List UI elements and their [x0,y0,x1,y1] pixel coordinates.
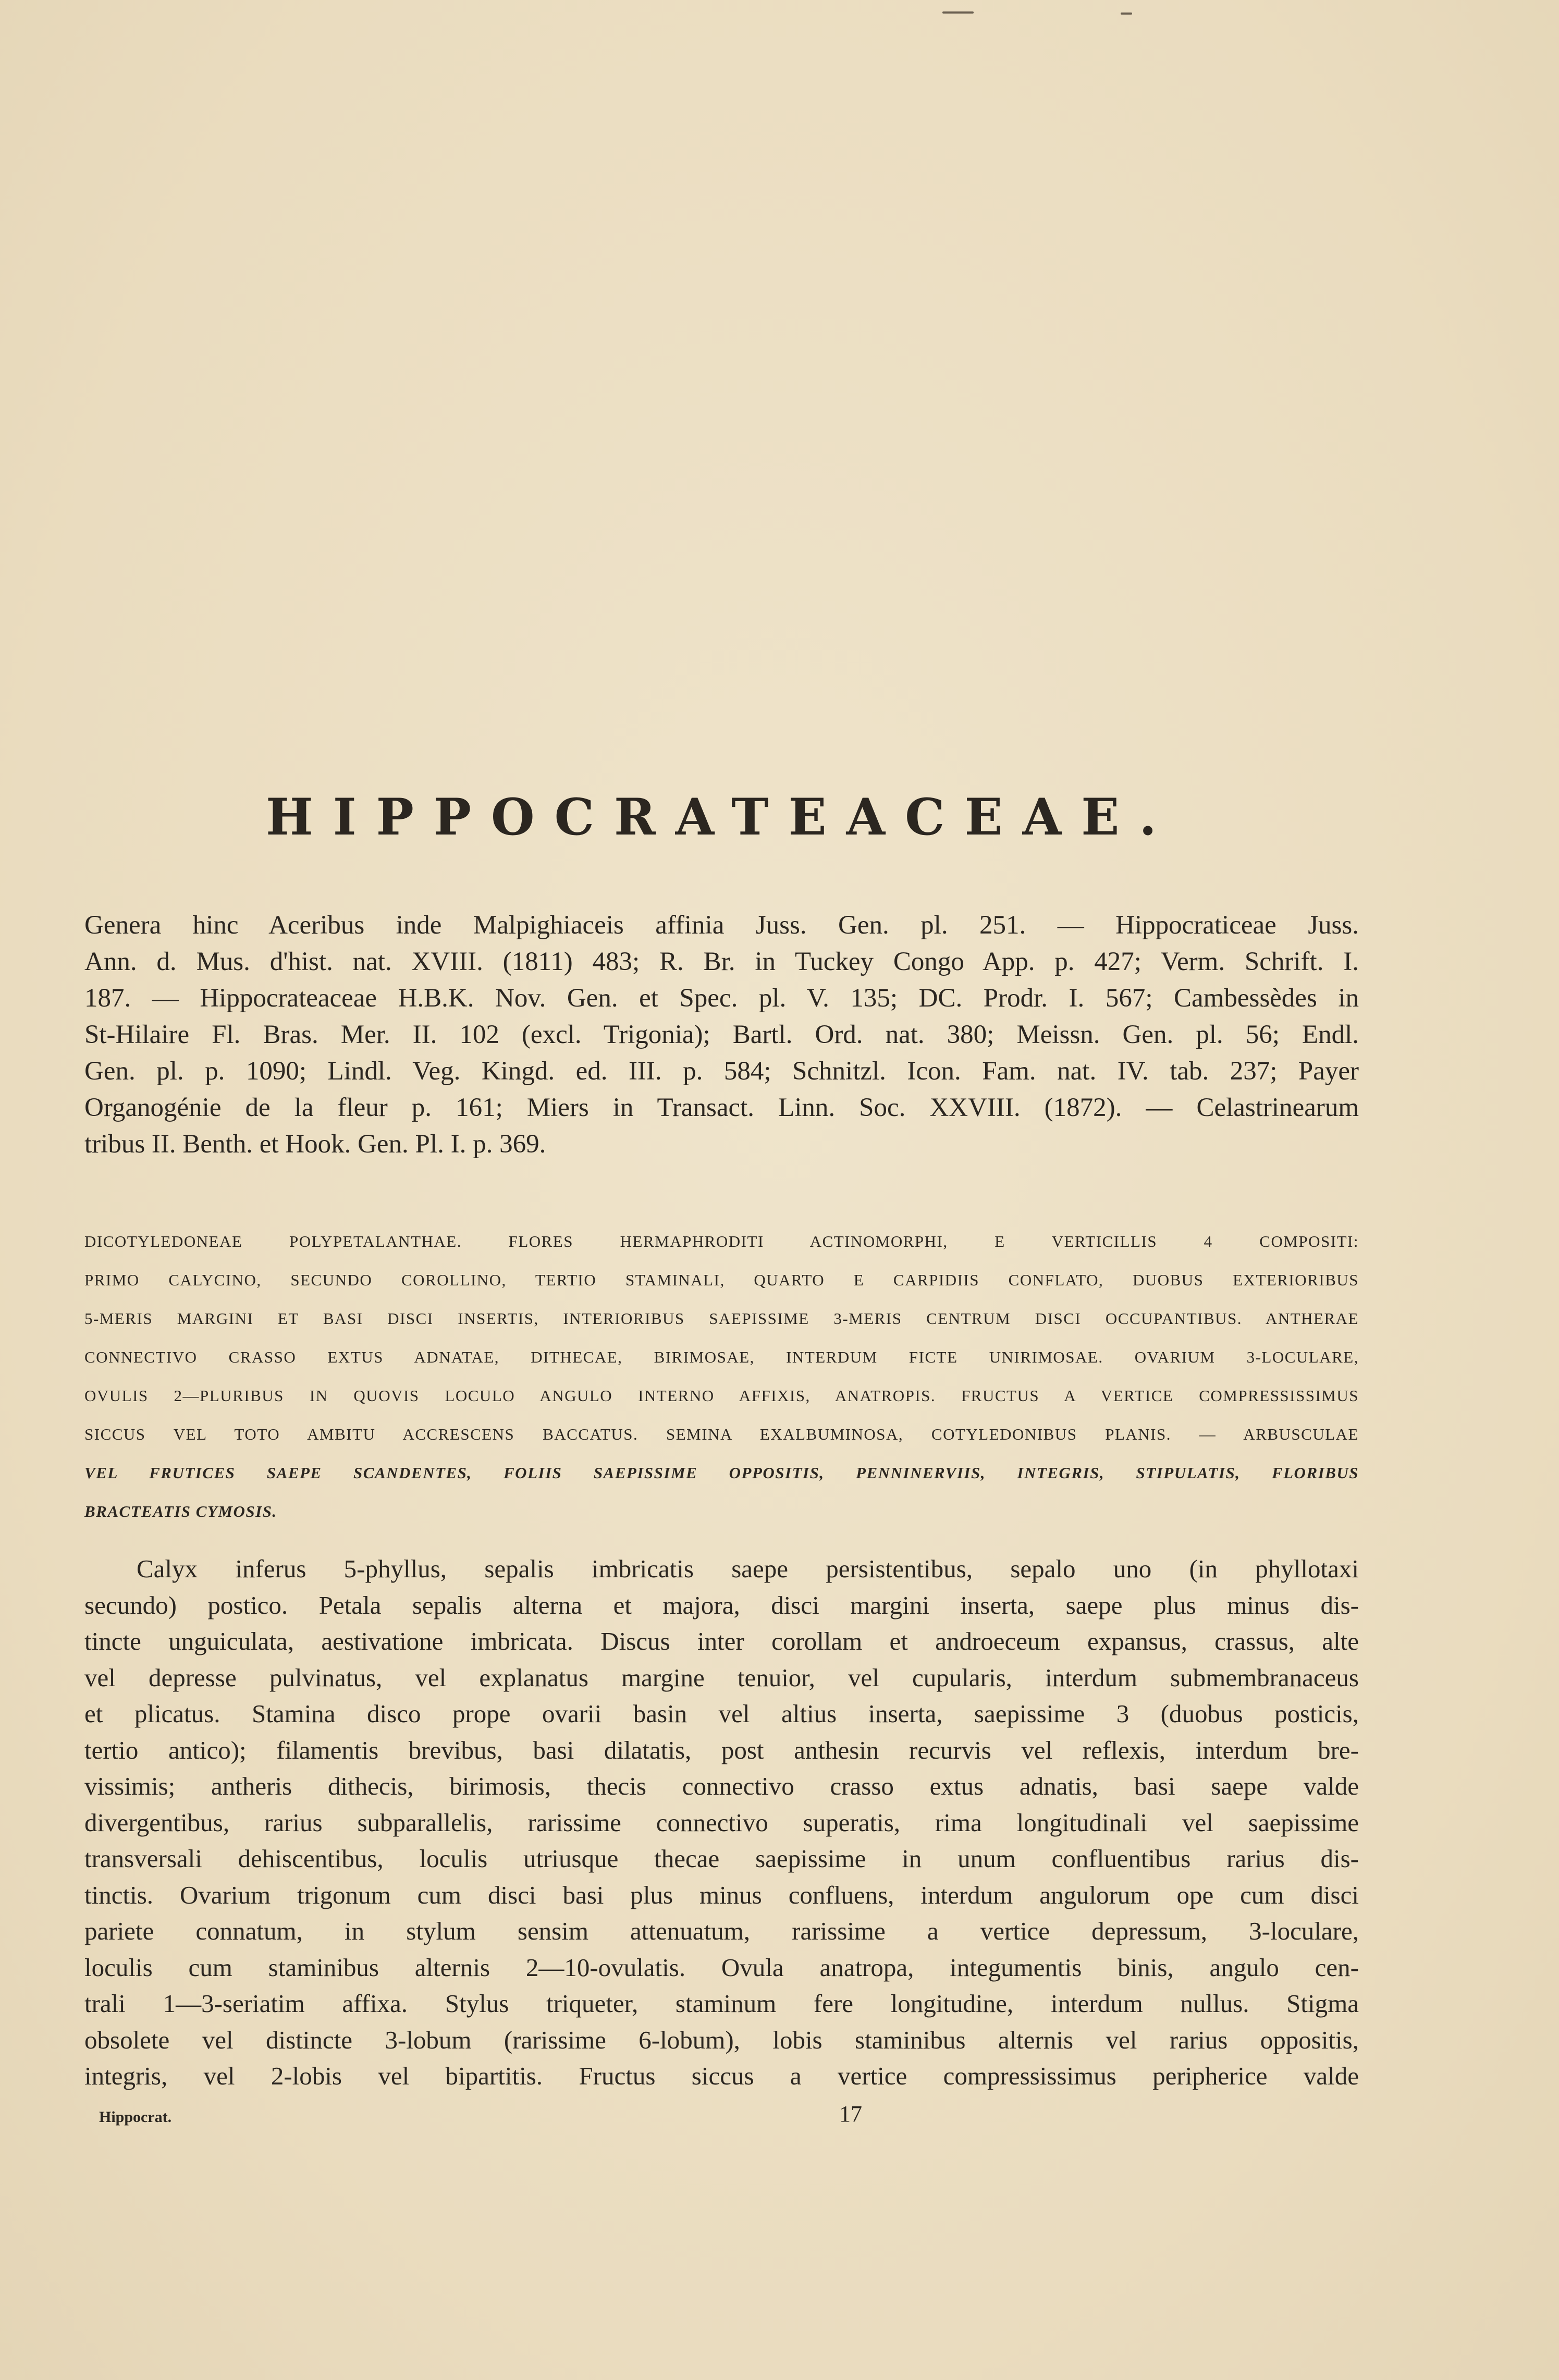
top-mark [942,11,974,14]
description-line: vel depresse pulvinatus, vel explanatus margine tenuior, vel cupularis, interdum submembranaceus [84,1663,1359,1692]
diagnosis-line: BRACTEATIS CYMOSIS. [84,1502,277,1520]
description-line: divergentibus, rarius subparallelis, rarissime connectivo superatis, rima longitudinali vel saepissime [84,1808,1359,1837]
description-line: Calyx inferus 5-phyllus, sepalis imbricatis saepe persistentibus, sepalo uno (in phyllotaxi [137,1554,1359,1583]
description-line: vissimis; antheris dithecis, birimosis, thecis connectivo crasso extus adnatis, basi saepe valde [84,1772,1359,1800]
description-line: integris, vel 2-lobis vel bipartitis. Fructus siccus a vertice compressissimus peripherice valde [84,2062,1359,2090]
synonymy-line: 187. — Hippocrateaceae H.B.K. Nov. Gen. et Spec. pl. V. 135; DC. Prodr. I. 567; Cambessèdes in [84,984,1359,1013]
description-line: obsolete vel distincte 3-lobum (rarissime 6-lobum), lobis staminibus alternis vel rarius oppositis, [84,2025,1359,2054]
signature-mark: Hippocrat. [99,2108,172,2126]
synonymy-line: Organogénie de la fleur p. 161; Miers in Transact. Linn. Soc. XXVIII. (1872). — Celastrinearum [84,1093,1359,1122]
diagnosis-line: OVULIS 2—PLURIBUS IN QUOVIS LOCULO ANGULO INTERNO AFFIXIS, ANATROPIS. FRUCTUS A VERTICE COMPRESSISSIMUS [84,1387,1359,1405]
diagnosis-line: CONNECTIVO CRASSO EXTUS ADNATAE, DITHECAE, BIRIMOSAE, INTERDUM FICTE UNIRIMOSAE. OVARIUM 3-LOCULARE, [84,1348,1359,1366]
description-line: tinctis. Ovarium trigonum cum disci basi plus minus confluens, interdum angulorum ope cum disci [84,1880,1359,1909]
diagnosis-line: SICCUS VEL TOTO AMBITU ACCRESCENS BACCATUS. SEMINA EXALBUMINOSA, COTYLEDONIBUS PLANIS. — ARBUSCULAE [84,1425,1359,1443]
description-line: et plicatus. Stamina disco prope ovarii basin vel altius inserta, saepissime 3 (duobus posticis, [84,1699,1359,1728]
description-line: tincte unguiculata, aestivatione imbricata. Discus inter corollam et androeceum expansus, crassus, alte [84,1627,1359,1655]
synonymy-line: St-Hilaire Fl. Bras. Mer. II. 102 (excl. Trigonia); Bartl. Ord. nat. 380; Meissn. Gen. pl. 56; Endl. [84,1020,1359,1049]
diagnosis-line: DICOTYLEDONEAE POLYPETALANTHAE. FLORES HERMAPHRODITI ACTINOMORPHI, E VERTICILLIS 4 COMPOSITI: [84,1232,1359,1250]
description-line: secundo) postico. Petala sepalis alterna et majora, disci margini inserta, saepe plus minus dis- [84,1590,1359,1620]
description-line: trali 1—3-seriatim affixa. Stylus triqueter, staminum fere longitudine, interdum nullus. Stigma [84,1989,1359,2018]
synonymy-line: Ann. d. Mus. d'hist. nat. XVIII. (1811) 483; R. Br. in Tuckey Congo App. p. 427; Verm. Schrift. I. [84,947,1359,976]
synonymy-line: Genera hinc Aceribus inde Malpighiaceis affinia Juss. Gen. pl. 251. — Hippocraticeae Juss. [84,911,1359,940]
description-line: loculis cum staminibus alternis 2—10-ovulatis. Ovula anatropa, integumentis binis, angulo cen- [84,1953,1359,1982]
description-line: tertio antico); filamentis brevibus, basi dilatatis, post anthesin recurvis vel reflexis, interdum bre- [84,1735,1359,1764]
diagnosis-line: PRIMO CALYCINO, SECUNDO COROLLINO, TERTIO STAMINALI, QUARTO E CARPIDIIS CONFLATO, DUOBUS EXTERIORIBUS [84,1271,1359,1289]
synonymy-paragraph [84,907,1359,1162]
description-paragraph [84,1551,1359,2094]
diagnosis-line: VEL FRUTICES SAEPE SCANDENTES, FOLIIS SAEPISSIME OPPOSITIS, PENNINERVIIS, INTEGRIS, STIPULATIS, FLORIBUS [84,1464,1359,1482]
synonymy-line: tribus II. Benth. et Hook. Gen. Pl. I. p. 369. [84,1130,546,1159]
synonymy-line: Gen. pl. p. 1090; Lindl. Veg. Kingd. ed. III. p. 584; Schnitzl. Icon. Fam. nat. IV. tab. 237; Payer [84,1057,1359,1086]
description-line: transversali dehiscentibus, loculis utriusque thecae saepissime in unum confluentibus rarius dis- [84,1844,1359,1873]
diagnosis-paragraph [84,1222,1359,1531]
description-line: pariete connatum, in stylum sensim attenuatum, rarissime a vertice depressum, 3-loculare, [84,1917,1359,1945]
diagnosis-line: 5-MERIS MARGINI ET BASI DISCI INSERTIS, INTERIORIBUS SAEPISSIME 3-MERIS CENTRUM DISCI OCCUPANTIBUS. ANTHERAE [84,1309,1359,1328]
page-number: 17 [839,2101,862,2127]
top-mark-right [1121,13,1132,15]
page-title: HIPPOCRATEACEAE. [266,788,1176,847]
